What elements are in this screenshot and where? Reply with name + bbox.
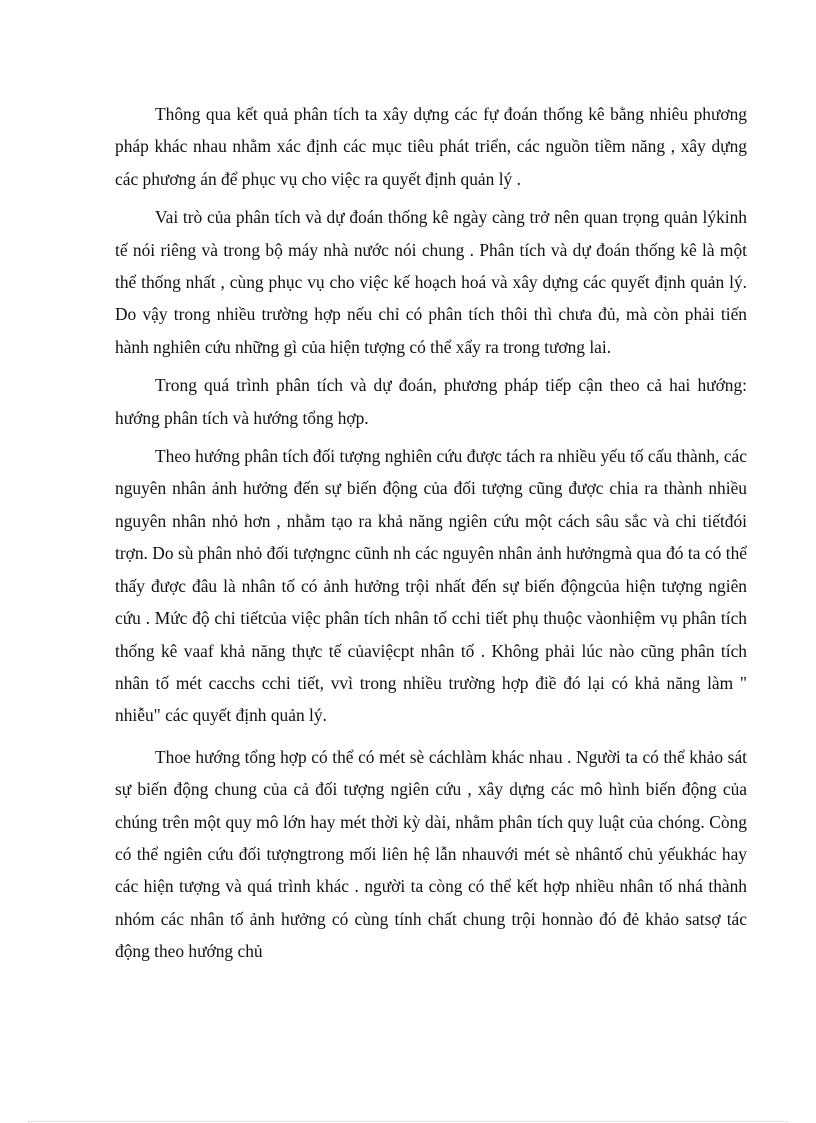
paragraph-3: Trong quá trình phân tích và dự đoán, phương pháp tiếp cận theo cả hai hướng: hướng phân tích và hướng tổng hợp. bbox=[115, 375, 747, 428]
paragraph-1: Thông qua kết quả phân tích ta xây dựng các fự đoán thống kê bằng nhiêu phương pháp khác nhau nhằm xác định các mục tiêu phát triển, các nguồn tiềm năng , xây dựng các phương án để phục vụ cho việc ra quyết định quản lý . bbox=[115, 104, 747, 189]
paragraph-4: Theo hướng phân tích đối tượng nghiên cứu được tách ra nhiều yếu tố cấu thành, các nguyên nhân ảnh hưởng đến sự biến động của đối tượng cũng được chia ra thành nhiều nguyên nhân nhỏ hơn , nhằm tạo ra khả năng ngiên cứu một cách sâu sắc và chi tiếtđói trợn. Do sù phân nhỏ đối tượngnc cũnh nh các nguyên nhân ảnh hưởngmà qua đó ta có thể thấy được đâu là nhân tố có ảnh hưởng trội nhất đến sự biến độngcủa hiện tượng ngiên cứu . Mức độ chi tiếtcủa việc phân tích nhân tố cchi tiết phụ thuộc vàonhiệm vụ phân tích thống kê vaaf khả năng thực tế củaviệcpt nhân tố . Không phải lúc nào cũng phân tích nhân tố mét cacchs cchi tiết, vvì trong nhiều trường hợp điề đó lại có khả năng làm " nhiễu" các quyết định quản lý. bbox=[115, 446, 747, 726]
document-body bbox=[115, 98, 747, 968]
page-bottom-divider bbox=[28, 1121, 788, 1122]
paragraph-2: Vai trò của phân tích và dự đoán thống kê ngày càng trở nên quan trọng quản lýkinh tế nói riêng và trong bộ máy nhà nước nói chung . Phân tích và dự đoán thống kê là một thể thống nhất , cùng phục vụ cho việc kế hoạch hoá và xây dựng các quyết định quản lý. Do vậy trong nhiều trường hợp nếu chỉ có phân tích thôi thì chưa đủ, mà còn phải tiến hành nghiên cứu những gì của hiện tượng có thể xẩy ra trong tương lai. bbox=[115, 207, 747, 357]
paragraph-5: Thoe hướng tổng hợp có thể có mét sè cáchlàm khác nhau . Người ta có thể khảo sát sự biến động chung của cả đối tượng ngiên cứu , xây dựng các mô hình biến động của chúng trên một quy mô lớn hay mét thời kỳ dài, nhằm phân tích quy luật của chóng. Còng có thể ngiên cứu đối tượngtrong mối liên hệ lẫn nhauvới mét sè nhântố chủ yếukhác hay các hiện tượng và quá trình khác . người ta còng có thể kết hợp nhiều nhân tố nhá thành nhóm các nhân tố ảnh hưởng có cùng tính chất chung trội honnào đó đẻ khảo satsợ tác động theo hướng chủ bbox=[115, 746, 747, 962]
